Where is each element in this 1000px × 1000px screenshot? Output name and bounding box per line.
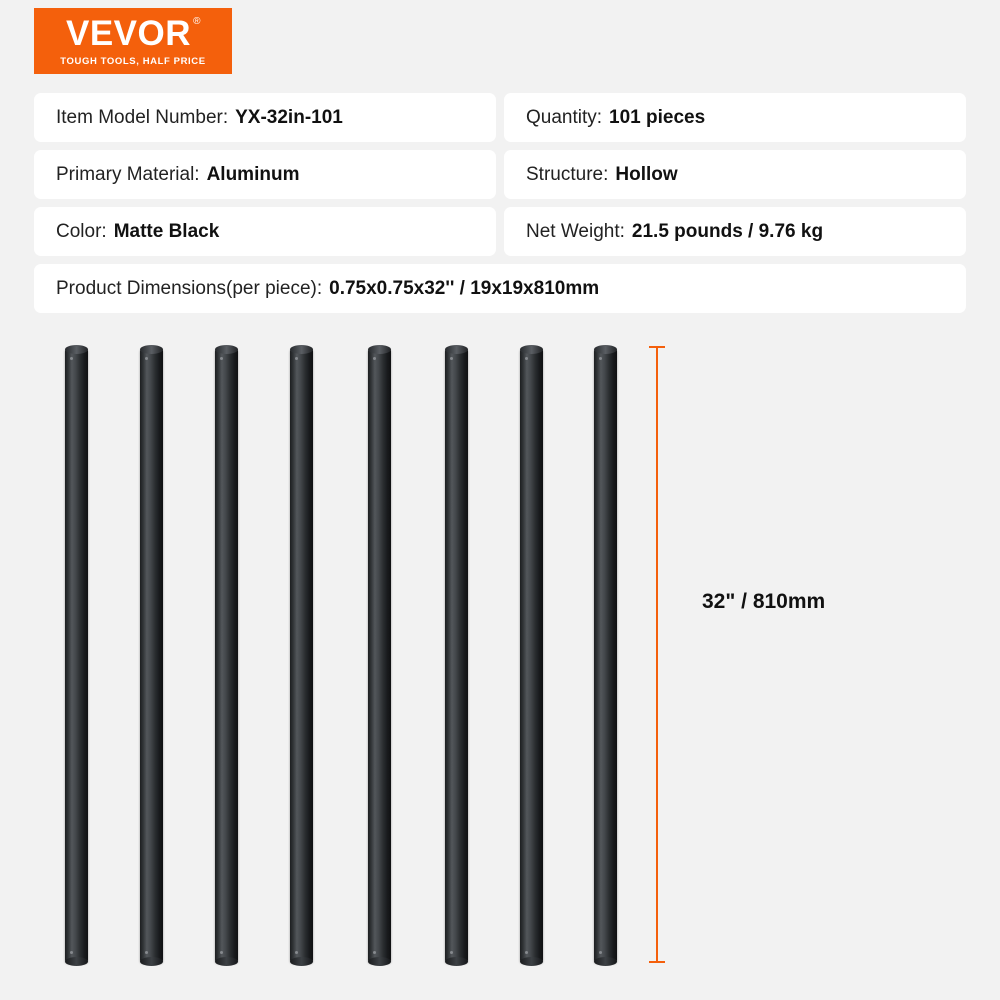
spec-cell-net-weight <box>504 207 966 256</box>
pin-hole-icon <box>145 357 148 360</box>
pin-hole-icon <box>450 951 453 954</box>
pin-hole-icon <box>373 951 376 954</box>
pin-hole-icon <box>220 951 223 954</box>
brand-tagline: TOUGH TOOLS, HALF PRICE <box>60 55 206 67</box>
pin-hole-icon <box>295 951 298 954</box>
baluster-rod <box>520 348 543 963</box>
spec-label: Color: <box>56 220 107 242</box>
pin-hole-icon <box>220 357 223 360</box>
dimension-line <box>656 346 658 963</box>
spec-label: Primary Material: <box>56 163 200 185</box>
spec-label: Structure: <box>526 163 609 185</box>
baluster-rod <box>445 348 468 963</box>
spec-row <box>34 207 966 256</box>
spec-label: Net Weight: <box>526 220 625 242</box>
dimension-end-cap-bottom <box>649 961 665 963</box>
spec-value: 101 pieces <box>609 106 706 128</box>
spec-row <box>34 264 966 313</box>
spec-cell-item-model-number <box>34 93 496 142</box>
pin-hole-icon <box>295 357 298 360</box>
pin-hole-icon <box>450 357 453 360</box>
pin-hole-icon <box>70 357 73 360</box>
spec-cell-primary-material <box>34 150 496 199</box>
spec-label: Product Dimensions(per piece): <box>56 277 323 299</box>
spec-row <box>34 150 966 199</box>
baluster-rod <box>368 348 391 963</box>
spec-value: 0.75x0.75x32'' / 19x19x810mm <box>329 277 600 299</box>
vevor-logo <box>34 8 232 74</box>
spec-value: 21.5 pounds / 9.76 kg <box>631 220 824 242</box>
spec-table <box>34 93 966 321</box>
baluster-rod <box>65 348 88 963</box>
baluster-rod <box>215 348 238 963</box>
spec-value: Hollow <box>615 163 678 185</box>
brand-name <box>65 13 202 53</box>
spec-value: Matte Black <box>113 220 220 242</box>
pin-hole-icon <box>599 951 602 954</box>
pin-hole-icon <box>525 357 528 360</box>
baluster-rod <box>290 348 313 963</box>
spec-value: YX-32in-101 <box>235 106 343 128</box>
spec-label: Item Model Number: <box>56 106 229 128</box>
baluster-rod <box>594 348 617 963</box>
brand-name-text: VEVOR <box>65 13 192 53</box>
spec-row <box>34 93 966 142</box>
product-photo <box>0 335 1000 975</box>
pin-hole-icon <box>70 951 73 954</box>
pin-hole-icon <box>525 951 528 954</box>
spec-cell-product-dimensions <box>34 264 966 313</box>
pin-hole-icon <box>373 357 376 360</box>
pin-hole-icon <box>599 357 602 360</box>
dimension-label: 32" / 810mm <box>702 590 826 613</box>
baluster-rod <box>140 348 163 963</box>
pin-hole-icon <box>145 951 148 954</box>
spec-label: Quantity: <box>526 106 603 128</box>
spec-cell-color <box>34 207 496 256</box>
spec-value: Aluminum <box>206 163 300 185</box>
registered-mark: ® <box>193 15 202 27</box>
spec-cell-quantity <box>504 93 966 142</box>
spec-cell-structure <box>504 150 966 199</box>
